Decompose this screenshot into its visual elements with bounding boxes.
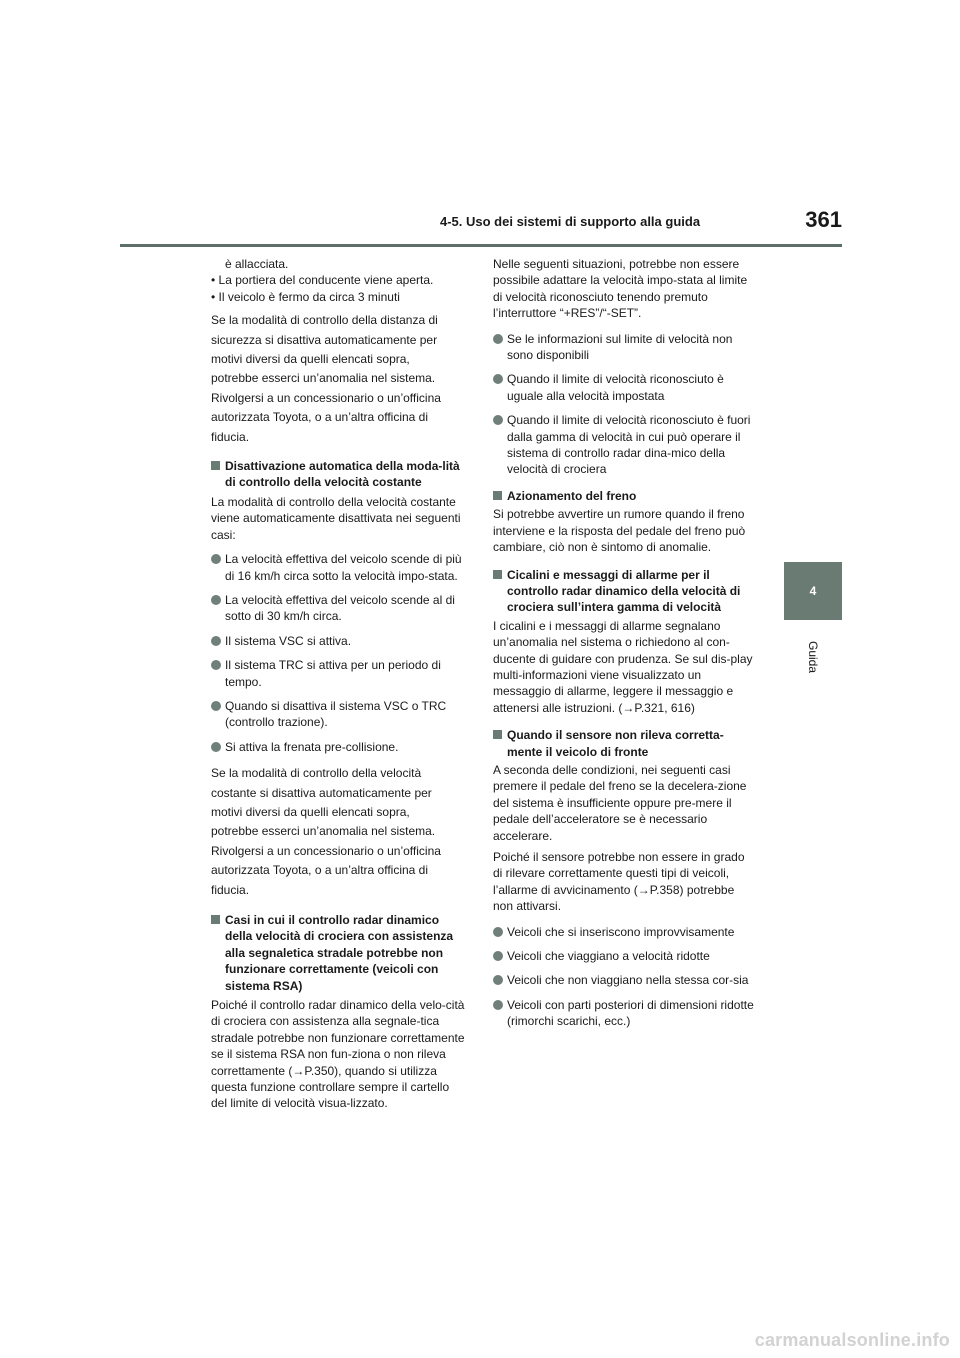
- text-line: sicurezza si disattiva automaticamente per: [211, 332, 438, 347]
- text-line: costante si disattiva automaticamente per: [211, 785, 432, 800]
- bullet-item: Veicoli che non viaggiano nella stessa cor-sia: [493, 972, 755, 988]
- text-line: potrebbe esserci un’anomalia nel sistema.: [211, 371, 436, 386]
- chapter-tab: 4: [784, 562, 842, 620]
- text-line: Rivolgersi a un concessionario o un’officina: [211, 843, 441, 858]
- text-line: autorizzata Toyota, o a un’altra officina di: [211, 410, 429, 425]
- bullet-item: Se le informazioni sul limite di velocità non sono disponibili: [493, 331, 755, 364]
- watermark: carmanualsonline.info: [754, 1330, 950, 1350]
- text-line: Se la modalità di controllo della velocità: [211, 766, 422, 781]
- paragraph-speed-adjust: Nelle seguenti situazioni, potrebbe non essere possibile adattare la velocità impo-stata al limite di velocità riconosciuto tenendo premuto l’interruttore “+RES”/“-SET”.: [493, 257, 748, 321]
- heading-rsa-cases: Casi in cui il controllo radar dinamico della velocità di crociera con assistenza alla segnaletica stradale potrebbe non funzionare correttamente (veicoli con sistema RSA): [211, 912, 467, 994]
- bullet-item: Veicoli che viaggiano a velocità ridotte: [493, 948, 755, 964]
- text-line: fiducia.: [211, 429, 250, 444]
- bullet-item: Veicoli che si inseriscono improvvisamente: [493, 924, 755, 940]
- paragraph-brake-noise: Si potrebbe avvertire un rumore quando il freno interviene e la risposta del pedale del freno può cambiare, ciò non è sintomo di anomalie.: [493, 507, 746, 555]
- page-number: 361: [805, 207, 842, 232]
- heading-buzzers-messages: Cicalini e messaggi di allarme per il controllo radar dinamico della velocità di crociera sull’intera gamma di velocità: [493, 567, 755, 616]
- bullet-item: Quando il limite di velocità riconosciuto è uguale alla velocità impostata: [493, 371, 755, 404]
- bullet-item: Veicoli con parti posteriori di dimensioni ridotte (rimorchi scarichi, ecc.): [493, 997, 755, 1030]
- dash-item: • La portiera del conducente viene aperta.: [211, 273, 434, 288]
- text-line: fiducia.: [211, 882, 250, 897]
- heading-brake-operation: Azionamento del freno: [493, 488, 755, 504]
- header-rule: [120, 244, 842, 247]
- text-line: potrebbe esserci un’anomalia nel sistema.: [211, 824, 436, 839]
- bullet-item: Quando si disattiva il sistema VSC o TRC (controllo trazione).: [211, 698, 467, 731]
- section-title: 4-5. Uso dei sistemi di supporto alla guida: [440, 214, 701, 229]
- paragraph-anomaly-speed: [211, 764, 467, 900]
- left-column: [211, 256, 467, 1112]
- chapter-label-text: Guida: [806, 640, 820, 674]
- paragraph-anomaly-distance: [211, 311, 467, 447]
- bullet-item: La velocità effettiva del veicolo scende al di sotto di 30 km/h circa.: [211, 592, 467, 625]
- chapter-label: [784, 627, 842, 687]
- heading-sensor-detection: Quando il sensore non rileva corretta-mente il veicolo di fronte: [493, 727, 755, 760]
- bullet-item: La velocità effettiva del veicolo scende di più di 16 km/h circa sotto la velocità impo-stata.: [211, 551, 467, 584]
- text-line: motivi diversi da quelli elencati sopra,: [211, 352, 410, 367]
- dash-item: • Il veicolo è fermo da circa 3 minuti: [211, 289, 400, 304]
- text-line: autorizzata Toyota, o a un’altra officina di: [211, 863, 429, 878]
- bullet-item: Il sistema VSC si attiva.: [211, 633, 467, 649]
- bullet-item: Quando il limite di velocità riconosciuto è fuori dalla gamma di velocità in cui può operare il sistema di controllo radar dina-mico della velocità di crociera: [493, 412, 755, 478]
- paragraph-buzzers: I cicalini e i messaggi di allarme segnalano un’anomalia nel sistema o richiedono al con-ducente di guidare con prudenza. Se sul dis-play multi-informazioni viene visualizzato un messaggio di allarme, leggere il messaggio e attenersi alle istruzioni. (→P.321, 616): [493, 618, 753, 715]
- paragraph-sensor-conditions: A seconda delle condizioni, nei seguenti casi premere il pedale del freno se la decelera-zione del sistema è insufficiente oppure pre-mere il pedale dell’acceleratore se è necessario accelerare.: [493, 762, 747, 843]
- paragraph-deactivation-cases: La modalità di controllo della velocità costante viene automaticamente disattivata nei seguenti casi:: [211, 494, 461, 542]
- paragraph-approach-warning: Poiché il sensore potrebbe non essere in grado di rilevare correttamente questi tipi di veicoli, l’allarme di avvicinamento (→P.358) potrebbe non attivarsi.: [493, 850, 745, 914]
- bullet-item: Il sistema TRC si attiva per un periodo di tempo.: [211, 657, 467, 690]
- text-line: Rivolgersi a un concessionario o un’officina: [211, 390, 441, 405]
- heading-auto-deactivation: Disattivazione automatica della moda-lità di controllo della velocità costante: [211, 458, 467, 491]
- paragraph-rsa-note: Poiché il controllo radar dinamico della velo-cità di crociera con assistenza alla segnale-tica stradale potrebbe non funzionare correttamente se il sistema RSA non fun-ziona o non rileva correttamente (→P.350), quando si utilizza questa funzione controllare sempre il cartello del limite di velocità visua-lizzato.: [211, 998, 465, 1111]
- bullet-item: Si attiva la frenata pre-collisione.: [211, 739, 467, 755]
- right-column: [493, 256, 755, 1030]
- intro-continuation: è allacciata.: [225, 257, 289, 271]
- text-line: motivi diversi da quelli elencati sopra,: [211, 804, 410, 819]
- text-line: Se la modalità di controllo della distanza di: [211, 313, 438, 328]
